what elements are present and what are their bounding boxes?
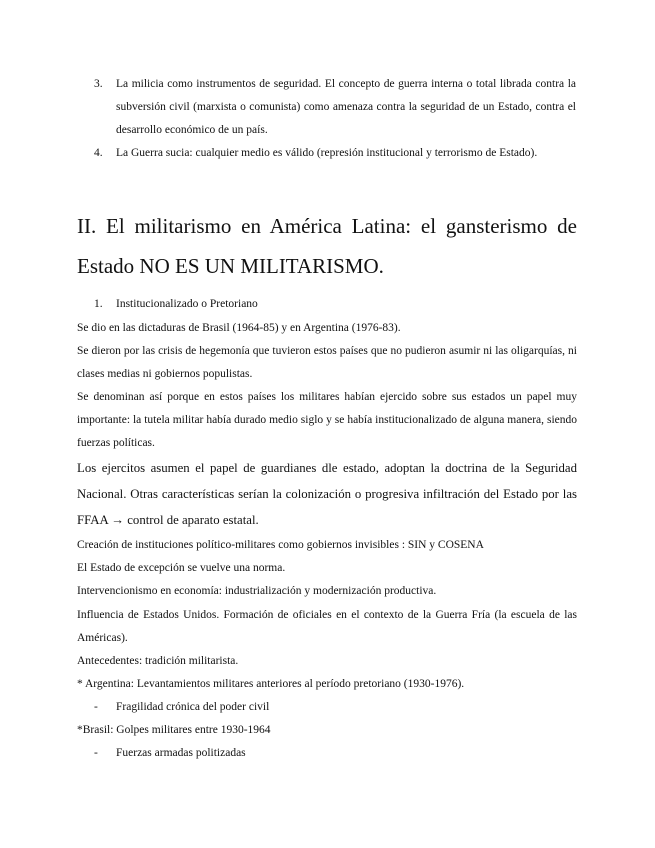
dash-marker: - [94,747,98,759]
list-item-3 [94,73,576,142]
paragraph-crisis: Se dieron por las crisis de hegemonía que tuvieron estos países que no pudieron asumir ni las oligarquías, ni clases medias ni gobiernos populistas. [77,345,577,380]
list-text: La milicia como instrumentos de seguridad. El concepto de guerra interna o total librada contra la subversión civil (marxista o comunista) como amenaza contra la seguridad de un Estado, contra el desarrollo económico de un país. [116,78,576,136]
paragraph-brasil: *Brasil: Golpes militares entre 1930-1964 [77,724,271,736]
paragraph-instituciones: Creación de instituciones político-militares como gobiernos invisibles : SIN y COSENA [77,539,484,551]
paragraph-denominan: Se denominan así porque en estos países los militares habían ejercido sobre sus estados un papel muy importante: la tutela militar había durado medio siglo y se había institucionalizado de alguna manera, siendo fuerzas políticas. [77,391,577,449]
list-item-4 [94,142,576,165]
list-number: 1. [94,298,103,310]
list-number: 3. [94,78,103,90]
list-text: La Guerra sucia: cualquier medio es válido (represión institucional y terrorismo de Estado). [116,147,538,159]
paragraph-argentina: * Argentina: Levantamientos militares anteriores al período pretoriano (1930-1976). [77,678,465,690]
dash-item [94,742,246,765]
dash-marker: - [94,701,98,713]
paragraph-dictaduras: Se dio en las dictaduras de Brasil (1964-85) y en Argentina (1976-83). [77,322,401,334]
paragraph-influencia: Influencia de Estados Unidos. Formación de oficiales en el contexto de la Guerra Fría (la escuela de las Américas). [77,609,577,644]
subitem-1 [94,293,576,316]
dash-text: Fragilidad crónica del poder civil [116,701,270,713]
dash-text: Fuerzas armadas politizadas [116,747,246,759]
dash-item [94,696,269,719]
section-heading: II. El militarismo en América Latina: el gansterismo de Estado NO ES UN MILITARISMO. [77,214,577,278]
paragraph-excepcion: El Estado de excepción se vuelve una norma. [77,562,286,574]
paragraph-ejercitos: Los ejercitos asumen el papel de guardianes dle estado, adoptan la doctrina de la Seguridad Nacional. Otras características serían la colonización o progresiva infiltración del Estado por las FFAA → control de aparato estatal. [77,461,577,527]
list-number: 4. [94,147,103,159]
paragraph-intervencionismo: Intervencionismo en economía: industrialización y modernización productiva. [77,585,437,597]
list-text: Institucionalizado o Pretoriano [116,298,258,310]
paragraph-antecedentes: Antecedentes: tradición militarista. [77,655,239,667]
